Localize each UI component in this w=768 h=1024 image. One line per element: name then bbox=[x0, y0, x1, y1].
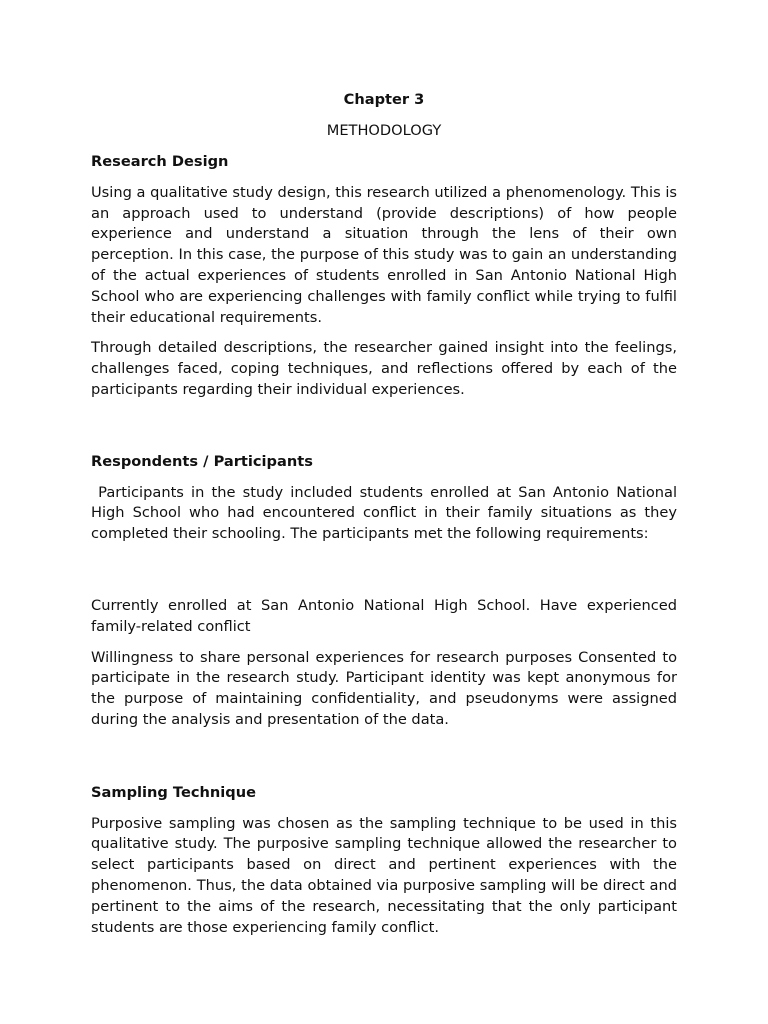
section-spacer bbox=[91, 411, 677, 452]
section-heading-respondents: Respondents / Participants bbox=[91, 452, 313, 470]
sampling-paragraph-1: Purposive sampling was chosen as the sampling technique to be used in this qualitative study. The purposive sampling technique allowed the researcher to select participants based on direct and pertinent experiences with the phenomenon. Thus, the data obtained via purposive sampling will be direct and pertinent to the aims of the research, necessitating that the only participant students are those experiencing family conflict. bbox=[91, 814, 677, 936]
chapter-label: Chapter 3 bbox=[343, 91, 425, 108]
respondents-paragraph-2: Currently enrolled at San Antonio National High School. Have experienced family-related conflict bbox=[91, 596, 677, 635]
paragraph-spacer bbox=[91, 555, 677, 596]
section-heading-sampling: Sampling Technique bbox=[91, 783, 257, 801]
research-design-paragraph-1: Using a qualitative study design, this research utilized a phenomenology. This is an approach used to understand (provide descriptions) of how people experience and understand a situation through the lens of their own perception. In this case, the purpose of this study was to gain an understanding of the actual experiences of students enrolled in San Antonio National High School who are experiencing challenges with family conflict while trying to fulfil their educational requirements. bbox=[91, 183, 677, 326]
section-spacer bbox=[91, 741, 677, 783]
research-design-paragraph-2: Through detailed descriptions, the researcher gained insight into the feelings, challenges faced, coping techniques, and reflections offered by each of the participants regarding their individual experiences. bbox=[91, 339, 677, 398]
respondents-paragraph-1: Participants in the study included students enrolled at San Antonio National High School who had encountered conflict in their family situations as they completed their schooling. The participants met the following requirements: bbox=[91, 483, 682, 543]
respondents-paragraph-3: Willingness to share personal experiences for research purposes Consented to participate in the research study. Participant identity was kept anonymous for the purpose of maintaining confidentiality, and pseudonyms were assigned during the analysis and presentation of the data. bbox=[91, 648, 677, 728]
document-content bbox=[91, 90, 682, 948]
section-heading-research-design: Research Design bbox=[91, 153, 229, 170]
chapter-title: METHODOLOGY bbox=[326, 122, 442, 139]
